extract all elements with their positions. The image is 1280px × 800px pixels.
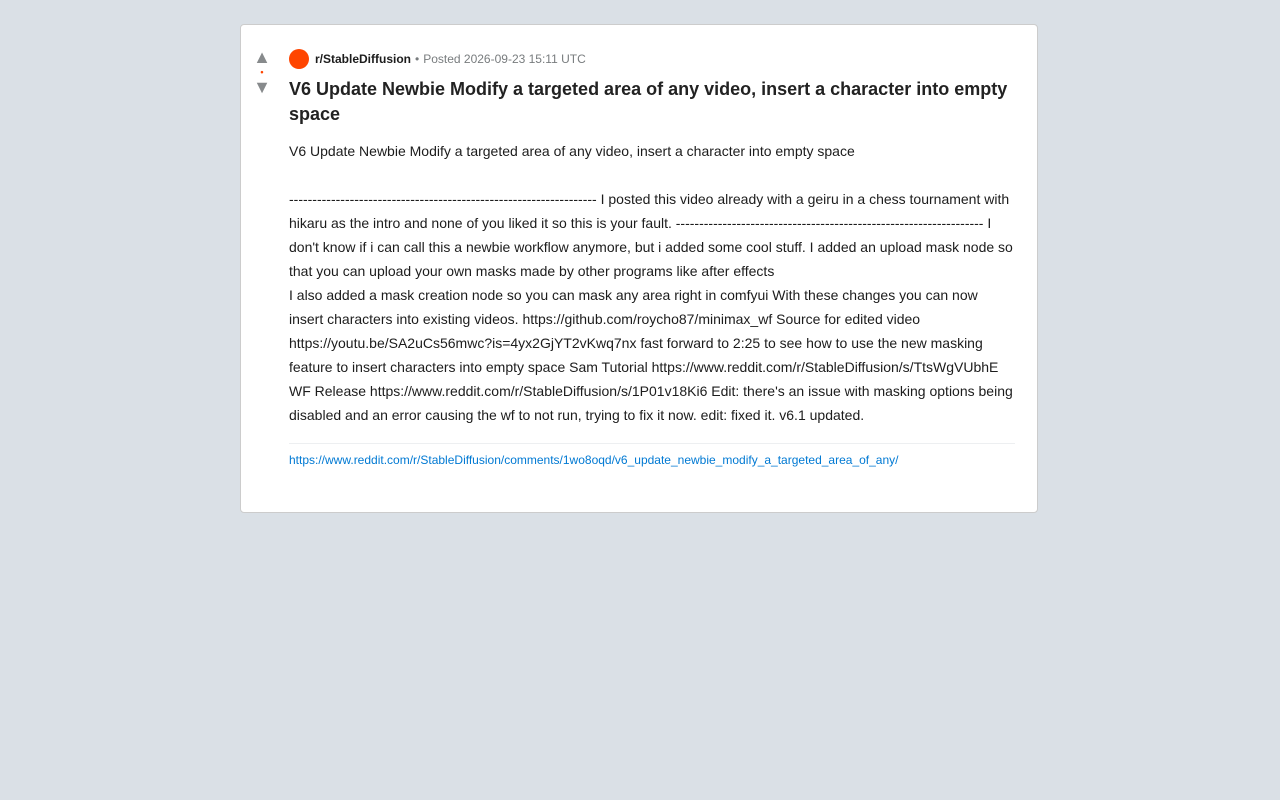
post-content: [289, 49, 1015, 467]
post-title[interactable]: V6 Update Newbie Modify a targeted area of any video, insert a character into empty space: [289, 79, 1008, 124]
vote-column: [241, 47, 283, 97]
subreddit-icon[interactable]: [289, 49, 309, 69]
vote-score: •: [260, 67, 264, 77]
post-card: [240, 24, 1038, 513]
meta-separator: •: [415, 52, 420, 66]
upvote-icon[interactable]: ▲: [253, 47, 271, 67]
downvote-icon[interactable]: ▼: [253, 77, 271, 97]
post-meta: [289, 49, 1015, 69]
subreddit-link[interactable]: r/StableDiffusion: [315, 52, 412, 66]
divider: [289, 443, 1015, 444]
post-body: V6 Update Newbie Modify a targeted area of any video, insert a character into empty space ------------------------------------------------------------------ I posted this video already with a geiru in a chess tournament with hikaru as the intro and none of you liked it so this is your fault. ------------------------------------------------------------------ I don't know if i can call this a newbie workflow anymore, but i added some cool stuff. I added an upload mask node so that you can upload your own masks made by other programs like after effects I also added a mask creation node so you can mask any area right in comfyui With these changes you can now insert characters into existing videos. https://github.com/roycho87/minimax_wf Source for edited video https://youtu.be/SA2uCs56mwc?is=4yx2GjYT2vKwq7nx fast forward to 2:25 to see how to use the new masking feature to insert characters into empty space Sam Tutorial https://www.reddit.com/r/StableDiffusion/s/TtsWgVUbhE WF Release https://www.reddit.com/r/StableDiffusion/s/1P01v18Ki6 Edit: there's an issue with masking options being disabled and an error causing the wf to not run, trying to fix it now. edit: fixed it. v6.1 updated.: [289, 143, 1013, 423]
post-permalink[interactable]: https://www.reddit.com/r/StableDiffusion/comments/1wo8oqd/v6_update_newbie_modify_a_targeted_area_of_any/: [289, 453, 899, 467]
post-timestamp: Posted 2026-09-23 15:11 UTC: [423, 52, 586, 66]
